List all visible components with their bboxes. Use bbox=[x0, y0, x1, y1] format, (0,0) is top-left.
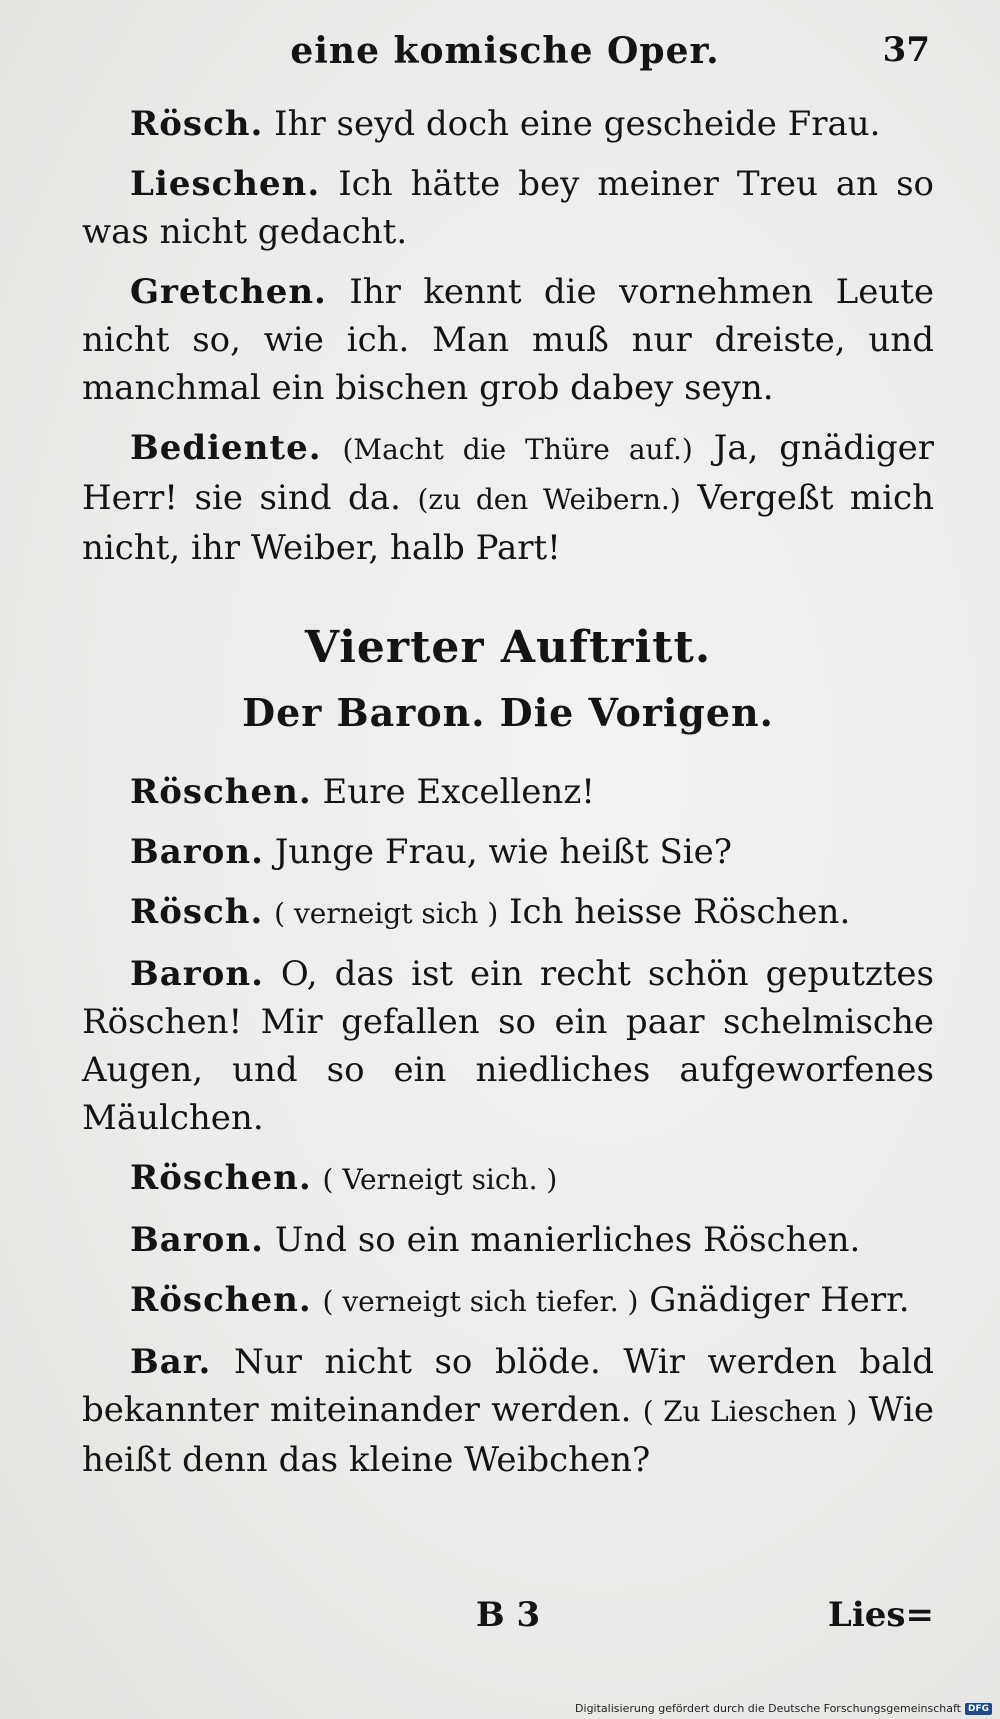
speaker-name: Rösch. bbox=[130, 104, 264, 144]
speaker-name: Röschen. bbox=[130, 1158, 312, 1198]
speech-rosch-1 bbox=[82, 100, 934, 148]
scene-title: Vierter Auftritt. bbox=[304, 622, 712, 673]
speech-text: Gnädiger Herr. bbox=[649, 1280, 910, 1320]
catchword: Lies= bbox=[827, 1595, 934, 1635]
speaker-name: Röschen. bbox=[130, 772, 312, 812]
speech-roschen-2 bbox=[82, 1154, 934, 1204]
speaker-name: Bediente. bbox=[130, 428, 322, 468]
speech-rosch-2 bbox=[82, 888, 934, 938]
stage-direction: ( Zu Lieschen ) bbox=[642, 1395, 858, 1428]
speech-text: Ich heisse Röschen. bbox=[509, 892, 851, 932]
signature-mark: B 3 bbox=[475, 1595, 541, 1635]
scene-cast: Der Baron. Die Vorigen. bbox=[242, 690, 774, 735]
page-header bbox=[80, 22, 930, 82]
page-footer bbox=[82, 1595, 934, 1655]
speech-text: Nur nicht so blöde. Wir werden bald bekannter miteinander werden. bbox=[82, 1342, 935, 1430]
speaker-name: Gretchen. bbox=[130, 272, 327, 312]
speech-baron-3 bbox=[82, 1216, 934, 1264]
speech-baron-1 bbox=[82, 828, 934, 876]
digitization-credit bbox=[575, 1702, 992, 1715]
stage-direction: (Macht die Thüre auf.) bbox=[342, 433, 693, 466]
stage-direction: ( verneigt sich ) bbox=[274, 897, 499, 930]
speech-text: Vergeßt mich nicht, ihr Weiber, halb Part! bbox=[82, 478, 934, 568]
speech-baron-4 bbox=[82, 1338, 934, 1484]
speech-text: O, das ist ein recht schön geputztes Röschen! Mir gefallen so ein paar schelmische Augen, und so ein niedliches aufgeworfenes Mäulchen. bbox=[82, 954, 935, 1138]
dfg-logo-icon: DFG bbox=[965, 1703, 992, 1715]
speech-text: Eure Excellenz! bbox=[322, 772, 595, 812]
speech-roschen-1 bbox=[82, 768, 934, 816]
credit-text: Digitalisierung gefördert durch die Deutsche Forschungsgemeinschaft bbox=[575, 1702, 961, 1715]
page-body bbox=[82, 100, 934, 1496]
stage-direction: ( Verneigt sich. ) bbox=[322, 1163, 558, 1196]
speech-gretchen-1 bbox=[82, 268, 934, 412]
speech-lieschen-1 bbox=[82, 160, 934, 256]
page-number: 37 bbox=[882, 30, 930, 70]
speech-text: Junge Frau, wie heißt Sie? bbox=[274, 832, 732, 872]
speech-bediente-1 bbox=[82, 424, 934, 572]
speech-text: Wie heißt denn das kleine Weibchen? bbox=[82, 1390, 934, 1480]
speaker-name: Baron. bbox=[130, 1220, 264, 1260]
stage-direction: (zu den Weibern.) bbox=[417, 483, 681, 516]
speaker-name: Röschen. bbox=[130, 1280, 312, 1320]
speech-text: Ihr kennt die vornehmen Leute nicht so, wie ich. Man muß nur dreiste, und manchmal ein bischen grob dabey seyn. bbox=[82, 272, 934, 408]
speech-baron-2 bbox=[82, 950, 934, 1142]
speech-text: Ich hätte bey meiner Treu an so was nicht gedacht. bbox=[82, 164, 935, 252]
running-title: eine komische Oper. bbox=[290, 30, 720, 72]
speech-text: Ihr seyd doch eine gescheide Frau. bbox=[274, 104, 881, 144]
speaker-name: Baron. bbox=[130, 954, 264, 994]
speech-text: Ja, gnädiger Herr! sie sind da. bbox=[82, 428, 934, 518]
stage-direction: ( verneigt sich tiefer. ) bbox=[322, 1285, 639, 1318]
speaker-name: Rösch. bbox=[130, 892, 264, 932]
speaker-name: Bar. bbox=[130, 1342, 212, 1382]
speech-text: Und so ein manierliches Röschen. bbox=[274, 1220, 861, 1260]
speech-roschen-3 bbox=[82, 1276, 934, 1326]
speaker-name: Lieschen. bbox=[130, 164, 321, 204]
speaker-name: Baron. bbox=[130, 832, 264, 872]
